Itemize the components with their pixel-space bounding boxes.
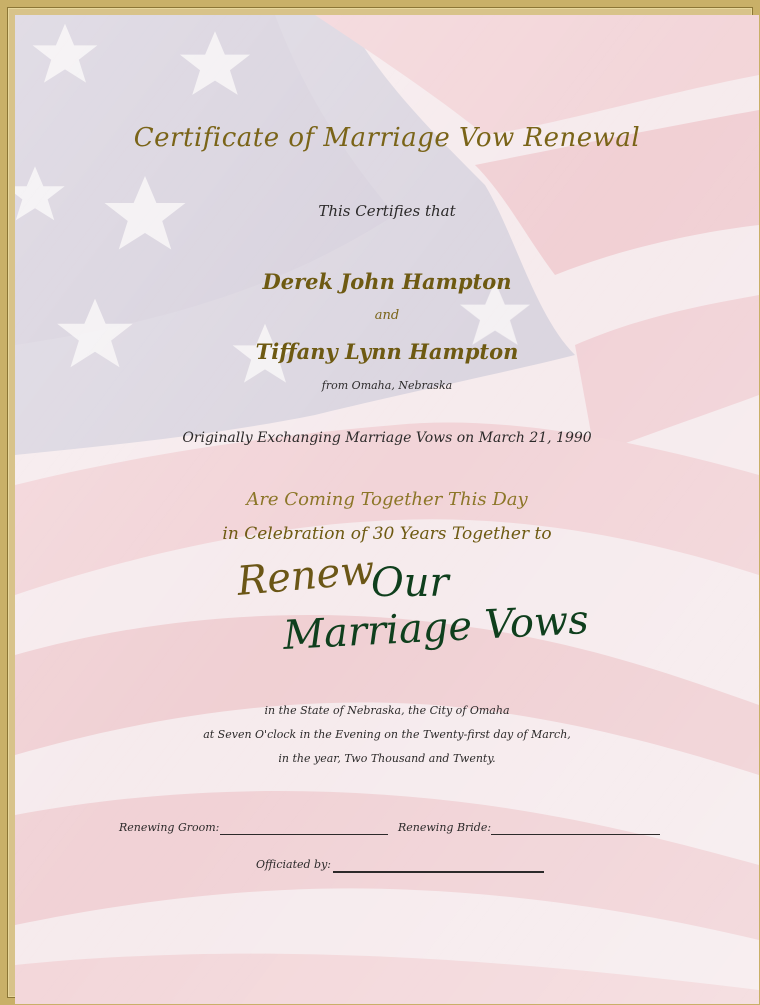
headline-our: Our [371, 560, 449, 606]
ceremony-year: in the year, Two Thousand and Twenty. [278, 752, 496, 765]
certificate-paper [15, 15, 759, 1004]
groom-signature-line [220, 834, 388, 835]
ceremony-location: in the State of Nebraska, the City of Omaha [264, 704, 510, 717]
celebration-text: in Celebration of 30 Years Together to [222, 524, 552, 544]
officiant-signature-label: Officiated by: [256, 858, 331, 871]
groom-name: Derek John Hampton [262, 269, 512, 294]
original-vows-date: Originally Exchanging Marriage Vows on March 21, 1990 [182, 430, 592, 446]
officiant-signature-line [333, 871, 544, 873]
bride-name: Tiffany Lynn Hampton [255, 339, 519, 364]
certificate-content [15, 15, 759, 1004]
certificate-title: Certificate of Marriage Vow Renewal [133, 123, 641, 153]
and-text: and [374, 308, 400, 323]
headline-marriage-vows: Marriage Vows [282, 597, 590, 659]
headline-renew: Renew [235, 547, 377, 605]
bride-signature-line [491, 834, 660, 835]
coming-together-text: Are Coming Together This Day [246, 489, 528, 510]
hometown-text: from Omaha, Nebraska [321, 379, 453, 392]
groom-signature-label: Renewing Groom: [119, 821, 220, 834]
ceremony-time: at Seven O'clock in the Evening on the Twenty-first day of March, [203, 728, 571, 741]
certifies-text: This Certifies that [318, 202, 456, 220]
bride-signature-label: Renewing Bride: [398, 821, 492, 834]
